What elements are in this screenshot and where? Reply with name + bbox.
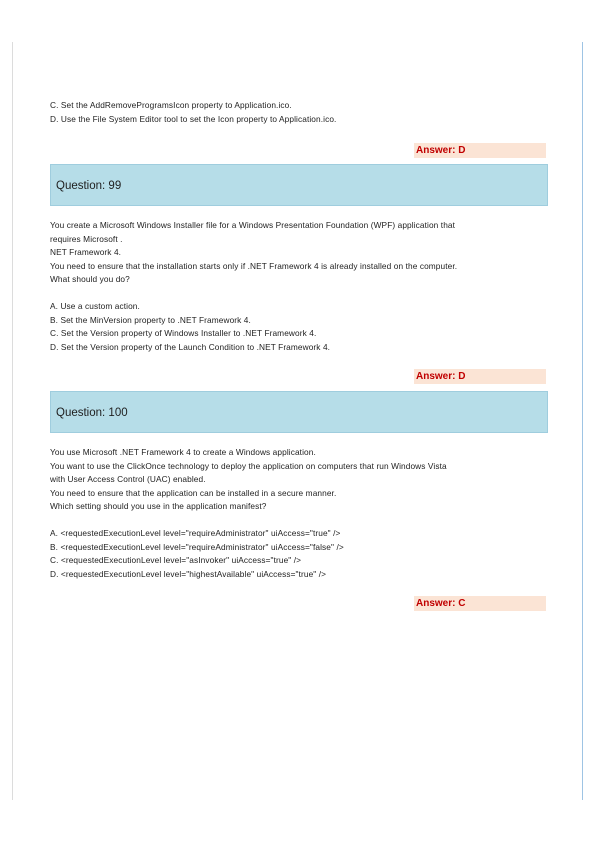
question-text-line: You use Microsoft .NET Framework 4 to create a Windows application.: [50, 447, 316, 457]
question-text-line: What should you do?: [50, 274, 130, 284]
question-100-answer-row: [50, 596, 546, 611]
question-text-line: You want to use the ClickOnce technology to deploy the application on computers that run Windows Vista: [50, 460, 447, 471]
option-d: D. <requestedExecutionLevel level="highestAvailable" uiAccess="true" />: [50, 568, 327, 579]
option-b: B. Set the MinVersion property to .NET Framework 4.: [50, 314, 251, 325]
question-99-header: Question: 99: [50, 164, 548, 206]
page-left-rule: [12, 42, 13, 800]
answer-badge: Answer: D: [414, 369, 546, 384]
option-c: C. Set the AddRemoveProgramsIcon property to Application.ico.: [50, 100, 292, 110]
question-text-line: You create a Microsoft Windows Installer file for a Windows Presentation Foundation (WPF) application that: [50, 220, 456, 230]
question-100-body: [50, 446, 548, 581]
question-99-answer-row: [50, 369, 546, 384]
question-99-body: [50, 219, 548, 354]
option-d: D. Use the File System Editor tool to set the Icon property to Application.ico.: [50, 113, 337, 124]
prev-question-options: [50, 99, 548, 126]
question-text-line: requires Microsoft .: [50, 233, 123, 244]
option-a: A. <requestedExecutionLevel level="requireAdministrator" uiAccess="true" />: [50, 528, 341, 538]
question-text-line: with User Access Control (UAC) enabled.: [50, 474, 206, 484]
answer-badge: Answer: D: [414, 143, 546, 158]
page-right-rule: [582, 42, 583, 800]
question-text-line: NET Framework 4.: [50, 247, 122, 257]
question-text-line: You need to ensure that the application can be installed in a secure manner.: [50, 487, 337, 498]
prev-answer-row: [50, 143, 546, 158]
option-c: C. <requestedExecutionLevel level="asInvoker" uiAccess="true" />: [50, 555, 302, 565]
question-100-header: Question: 100: [50, 391, 548, 433]
option-c: C. Set the Version property of Windows Installer to .NET Framework 4.: [50, 328, 317, 338]
question-text-line: You need to ensure that the installation starts only if .NET Framework 4 is already installed on the computer.: [50, 260, 458, 271]
answer-badge: Answer: C: [414, 596, 546, 611]
option-b: B. <requestedExecutionLevel level="requireAdministrator" uiAccess="false" />: [50, 541, 344, 552]
option-d: D. Set the Version property of the Launch Condition to .NET Framework 4.: [50, 341, 331, 352]
question-text-line: Which setting should you use in the application manifest?: [50, 501, 267, 511]
option-a: A. Use a custom action.: [50, 301, 140, 311]
page-content: [50, 99, 548, 611]
